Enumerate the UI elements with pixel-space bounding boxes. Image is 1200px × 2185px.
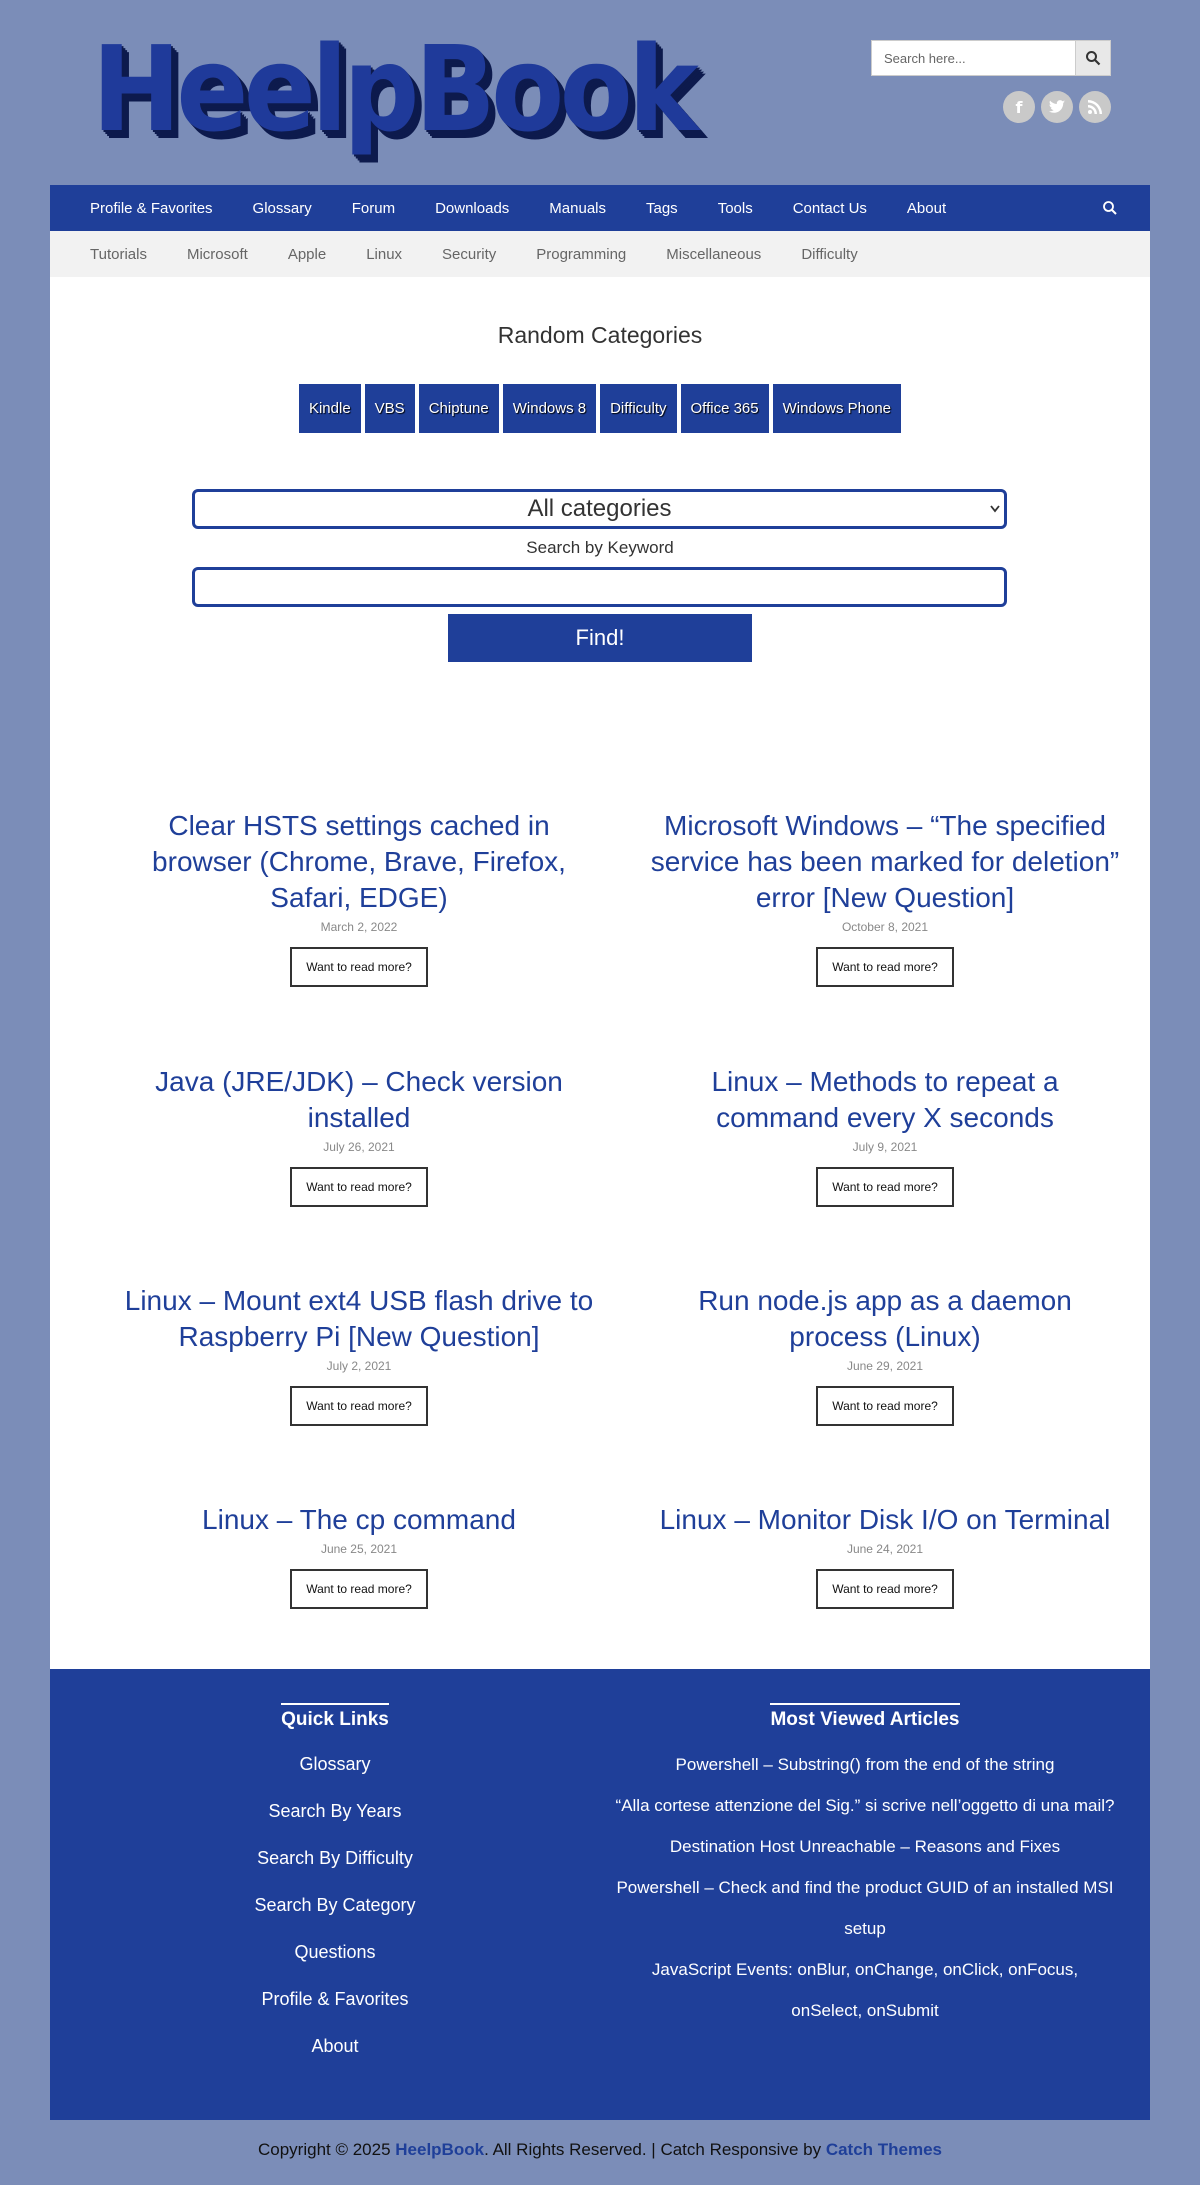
post-date: June 25, 2021 xyxy=(320,1542,398,1556)
quick-link[interactable]: Profile & Favorites xyxy=(261,1989,409,2009)
read-more-button[interactable]: Want to read more? xyxy=(816,947,954,987)
post-date: June 29, 2021 xyxy=(846,1359,924,1373)
category-chip[interactable]: Windows 8 xyxy=(503,384,596,433)
rss-icon[interactable] xyxy=(1079,91,1111,123)
read-more-button[interactable]: Want to read more? xyxy=(290,947,428,987)
quick-link[interactable]: Search By Difficulty xyxy=(257,1848,413,1868)
post-date: July 9, 2021 xyxy=(852,1140,918,1154)
nav-item-about[interactable]: About xyxy=(906,199,947,217)
quick-link[interactable]: Glossary xyxy=(299,1754,371,1774)
most-viewed-link[interactable]: Powershell – Substring() from the end of the string xyxy=(675,1755,1055,1774)
post-title[interactable]: Microsoft Windows – “The specified service has been marked for deletion” error [New Question] xyxy=(650,810,1120,913)
social-links xyxy=(1003,91,1111,123)
category-chip[interactable]: VBS xyxy=(365,384,415,433)
footer xyxy=(50,1669,1150,2120)
post-card xyxy=(124,1502,594,1609)
nav-item-security[interactable]: Security xyxy=(442,245,497,263)
nav-item-difficulty[interactable]: Difficulty xyxy=(801,245,858,263)
post-title[interactable]: Linux – Monitor Disk I/O on Terminal xyxy=(659,1504,1111,1535)
quick-link[interactable]: Search By Category xyxy=(254,1895,416,1915)
nav-item-microsoft[interactable]: Microsoft xyxy=(186,245,248,263)
site-link[interactable]: HeelpBook xyxy=(395,2140,485,2159)
nav-search-toggle[interactable] xyxy=(1102,200,1118,221)
post-title[interactable]: Linux – The cp command xyxy=(202,1504,516,1535)
category-select-value: All categories xyxy=(527,495,672,522)
read-more-button[interactable]: Want to read more? xyxy=(290,1386,428,1426)
post-card xyxy=(124,1064,594,1207)
site-logo[interactable]: HeelpBook xyxy=(92,20,695,158)
read-more-button[interactable]: Want to read more? xyxy=(290,1569,428,1609)
nav-item-profile[interactable]: Profile & Favorites xyxy=(90,199,213,217)
post-date: March 2, 2022 xyxy=(320,920,398,934)
most-viewed-link[interactable]: Powershell – Check and find the product GUID of an installed MSI setup xyxy=(616,1878,1114,1938)
read-more-button[interactable]: Want to read more? xyxy=(290,1167,428,1207)
read-more-button[interactable]: Want to read more? xyxy=(816,1569,954,1609)
nav-item-contact[interactable]: Contact Us xyxy=(792,199,867,217)
chevron-down-icon xyxy=(990,492,1000,539)
category-chip[interactable]: Difficulty xyxy=(600,384,676,433)
keyword-label: Search by Keyword xyxy=(526,538,674,557)
content-area xyxy=(50,277,1150,1669)
post-date: June 24, 2021 xyxy=(846,1542,924,1556)
random-categories-title: Random Categories xyxy=(497,322,703,348)
nav-item-miscellaneous[interactable]: Miscellaneous xyxy=(666,245,762,263)
read-more-button[interactable]: Want to read more? xyxy=(816,1167,954,1207)
secondary-nav xyxy=(50,231,1150,277)
nav-item-tutorials[interactable]: Tutorials xyxy=(90,245,147,263)
category-select[interactable] xyxy=(192,489,1007,529)
category-chip[interactable]: Office 365 xyxy=(681,384,769,433)
nav-item-forum[interactable]: Forum xyxy=(351,199,396,217)
nav-item-programming[interactable]: Programming xyxy=(536,245,627,263)
quick-link[interactable]: Search By Years xyxy=(268,1801,402,1821)
theme-link[interactable]: Catch Themes xyxy=(825,2140,943,2159)
search-button[interactable] xyxy=(1075,40,1111,76)
facebook-icon[interactable]: f xyxy=(1003,91,1035,123)
nav-item-manuals[interactable]: Manuals xyxy=(549,199,606,217)
search-icon xyxy=(1085,50,1101,66)
most-viewed-link[interactable]: Destination Host Unreachable – Reasons and Fixes xyxy=(669,1837,1061,1856)
search-icon xyxy=(1102,200,1118,216)
post-title[interactable]: Java (JRE/JDK) – Check version installed xyxy=(155,1066,563,1133)
most-viewed-list xyxy=(615,1744,1115,2031)
nav-item-glossary[interactable]: Glossary xyxy=(252,199,312,217)
post-date: October 8, 2021 xyxy=(841,920,929,934)
nav-item-tools[interactable]: Tools xyxy=(717,199,753,217)
nav-item-linux[interactable]: Linux xyxy=(366,245,403,263)
post-card xyxy=(124,808,594,987)
category-chips xyxy=(50,384,1150,433)
post-date: July 2, 2021 xyxy=(326,1359,392,1373)
quick-link[interactable]: Questions xyxy=(294,1942,376,1962)
most-viewed-link[interactable]: JavaScript Events: onBlur, onChange, onClick, onFocus, onSelect, onSubmit xyxy=(651,1960,1079,2020)
post-card xyxy=(124,1283,594,1426)
post-card xyxy=(650,1502,1120,1609)
post-card xyxy=(650,1283,1120,1426)
copyright: Copyright © 2025 HeelpBook. All Rights Reserved. | Catch Responsive by Catch Themes xyxy=(257,2140,943,2159)
quick-link[interactable]: About xyxy=(311,2036,359,2056)
category-chip[interactable]: Chiptune xyxy=(419,384,499,433)
twitter-icon[interactable] xyxy=(1041,91,1073,123)
quick-links-title: Quick Links xyxy=(50,1709,620,1731)
post-date: July 26, 2021 xyxy=(323,1140,395,1154)
main-wrapper xyxy=(50,185,1150,2120)
header-search xyxy=(871,40,1111,76)
search-input[interactable] xyxy=(871,40,1075,76)
most-viewed-link[interactable]: “Alla cortese attenzione del Sig.” si scrive nell’oggetto di una mail? xyxy=(615,1796,1115,1815)
post-card xyxy=(650,1064,1120,1207)
post-title[interactable]: Linux – Methods to repeat a command every X seconds xyxy=(711,1066,1059,1133)
post-title[interactable]: Linux – Mount ext4 USB flash drive to Raspberry Pi [New Question] xyxy=(124,1285,594,1352)
post-title[interactable]: Clear HSTS settings cached in browser (Chrome, Brave, Firefox, Safari, EDGE) xyxy=(152,810,566,913)
post-card xyxy=(650,808,1120,987)
read-more-button[interactable]: Want to read more? xyxy=(816,1386,954,1426)
nav-item-tags[interactable]: Tags xyxy=(646,199,678,217)
primary-nav xyxy=(50,185,1150,231)
keyword-input[interactable] xyxy=(192,567,1007,607)
category-chip[interactable]: Kindle xyxy=(299,384,361,433)
quick-links xyxy=(50,1754,620,2083)
nav-item-apple[interactable]: Apple xyxy=(287,245,327,263)
most-viewed-title: Most Viewed Articles xyxy=(615,1709,1115,1731)
post-title[interactable]: Run node.js app as a daemon process (Linux) xyxy=(698,1285,1072,1352)
category-chip[interactable]: Windows Phone xyxy=(773,384,901,433)
nav-item-downloads[interactable]: Downloads xyxy=(435,199,510,217)
find-button[interactable]: Find! xyxy=(448,614,752,662)
